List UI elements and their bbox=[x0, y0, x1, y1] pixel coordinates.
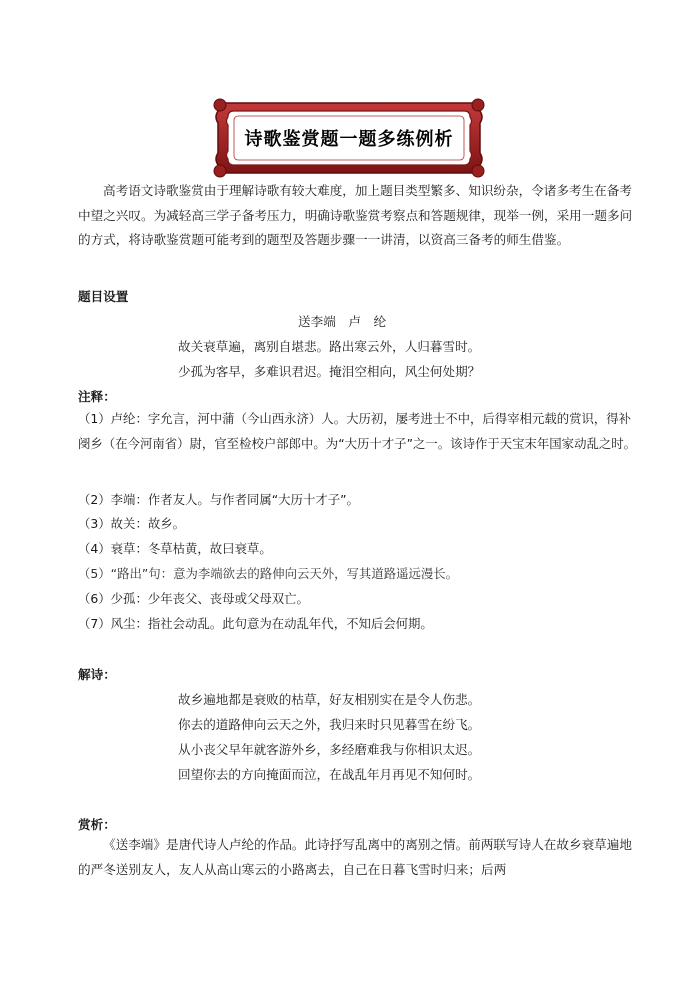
footnote-item: （4）衰草：冬草枯黄，故曰衰草。 bbox=[78, 541, 272, 556]
section-heading-interpretation: 解诗： bbox=[78, 667, 116, 682]
interpretation-line: 你去的道路伸向云天之外，我归来时只见暮雪在纷飞。 bbox=[178, 717, 481, 732]
interpretation-line: 从小丧父早年就客游外乡，多经磨难我与你相识太迟。 bbox=[178, 742, 481, 757]
appreciation-paragraph: 《送李端》是唐代诗人卢纶的作品。此诗抒写乱离中的离别之情。前两联写诗人在故乡衰草遍地的严冬送别友人，友人从高山寒云的小路离去，自己在日暮飞雪时归来；后两 bbox=[78, 837, 632, 877]
poem-line: 故关衰草遍，离别自堪悲。路出寒云外，人归暮雪时。 bbox=[178, 339, 481, 354]
interpretation-line: 回望你去的方向掩面而泣，在战乱年月再见不知何时。 bbox=[178, 767, 481, 782]
footnote-item: （2）李端：作者友人。与作者同属“大历十才子”。 bbox=[78, 492, 359, 507]
poem-line: 少孤为客早，多难识君迟。掩泪空相向，风尘何处期？ bbox=[178, 364, 481, 379]
footnote-item: （7）风尘：指社会动乱。此句意为在动乱年代，不知后会何期。 bbox=[78, 616, 433, 631]
section-heading-notes: 注释： bbox=[78, 389, 116, 404]
poem-title: 送李端 卢 纶 bbox=[298, 314, 387, 329]
interpretation-line: 故乡遍地都是衰败的枯草，好友相别实在是令人伤悲。 bbox=[178, 692, 481, 707]
section-heading-question: 题目设置 bbox=[78, 289, 129, 304]
intro-paragraph: 高考语文诗歌鉴赏由于理解诗歌有较大难度，加上题目类型繁多、知识纷杂，令诸多考生在备考中望之兴叹。为减轻高三学子备考压力，明确诗歌鉴赏考察点和答题规律，现举一例，采用一题多问的方式，将诗歌鉴赏题可能考到的题型及答题步骤一一讲清，以资高三备考的师生借鉴。 bbox=[78, 183, 633, 248]
page-title: 诗歌鉴赏题一题多练例析 bbox=[244, 129, 454, 150]
section-heading-appreciation: 赏析： bbox=[78, 817, 116, 832]
footnote-item: （6）少孤：少年丧父、丧母或父母双亡。 bbox=[78, 591, 309, 606]
footnote-item: （3）故关：故乡。 bbox=[78, 516, 186, 531]
footnote-item: （5）“路出”句：意为李端欲去的路伸向云天外，写其道路遥远漫长。 bbox=[78, 566, 459, 581]
footnote-item: （1）卢纶：字允言，河中蒲（今山西永济）人。大历初，屡考进士不中，后得宰相元载的赏识，得补阌乡（在今河南省）尉，官至检校户部郎中。为“大历十才子”之一。该诗作于天宝末年国家动乱之时。 bbox=[78, 411, 637, 451]
title-banner bbox=[212, 97, 486, 179]
